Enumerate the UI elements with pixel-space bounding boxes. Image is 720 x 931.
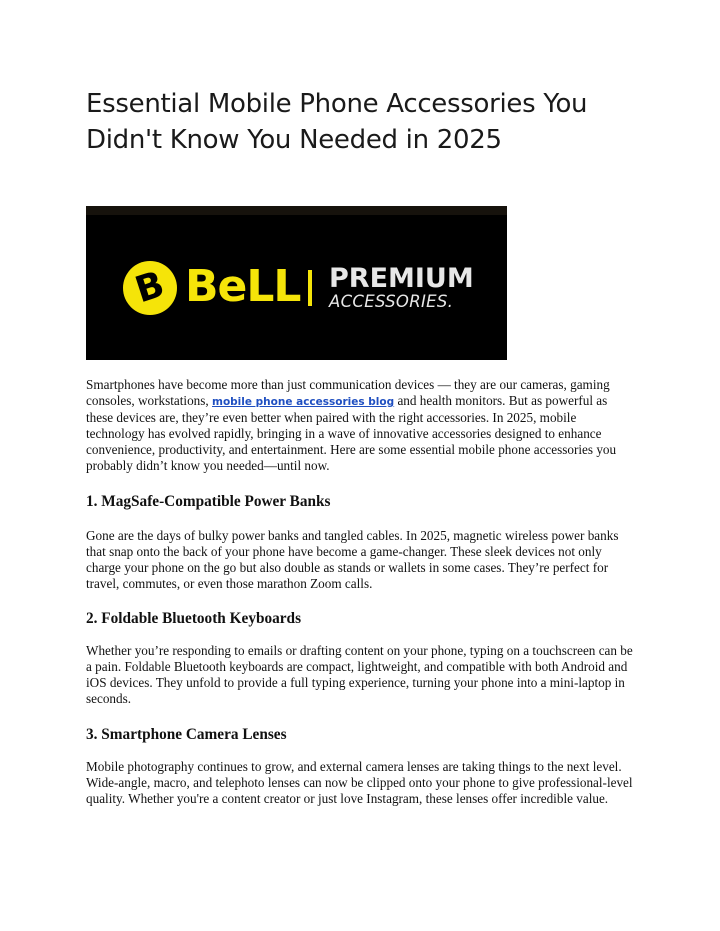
page-title: Essential Mobile Phone Accessories You Didn't Know You Needed in 2025 [86,89,588,155]
intro-text-before-link: Smartphones have become more than just communication devices — they are our cameras, gaming consoles, workstations, [86,377,610,408]
bell-logo-icon [123,261,177,315]
section-heading-keyboards: 2. Foldable Bluetooth Keyboards [86,610,302,627]
section-body-camera-lenses: Mobile photography continues to grow, and external camera lenses are taking things to the next level. Wide-angle, macro, and telephoto lenses can now be clipped onto your phone to give professional-level quality. Whether you're a content creator or just love Instagram, these lenses offer incredible value. [86,759,633,806]
section-heading-power-banks: 1. MagSafe-Compatible Power Banks [86,493,331,510]
brand-banner-image [86,206,507,360]
banner-divider [308,270,312,306]
section-body-power-banks: Gone are the days of bulky power banks and tangled cables. In 2025, magnetic wireless power banks that snap onto the back of your phone have become a game-changer. These sleek devices not only charge your phone on the go but also double as stands or wallets in some cases. They’re perfect for travel, commutes, or even those marathon Zoom calls. [86,528,619,591]
logo-glyph: B [130,263,170,312]
banner-top-strip [86,206,507,215]
banner-accessories-text: ACCESSORIES. [329,292,454,311]
banner-premium-text: PREMIUM [329,263,474,294]
section-heading-camera-lenses: 3. Smartphone Camera Lenses [86,726,287,743]
section-body-keyboards: Whether you’re responding to emails or drafting content on your phone, typing on a touchscreen can be a pain. Foldable Bluetooth keyboards are compact, lightweight, and compatible with both Android and iOS devices. They unfold to provide a full typing experience, turning your phone into a mini-laptop in seconds. [86,643,633,706]
brand-name: BeLL [185,261,301,312]
accessories-blog-link[interactable]: mobile phone accessories blog [212,396,395,408]
intro-text-after-link: and health monitors. But as powerful as these devices are, they’re even better when paired with the right accessories. In 2025, mobile technology has evolved rapidly, bringing in a wave of innovative accessories designed to enhance convenience, productivity, and entertainment. Here are some essential mobile phone accessories you probably didn’t know you needed—until now. [86,393,617,473]
intro-paragraph [86,377,636,474]
